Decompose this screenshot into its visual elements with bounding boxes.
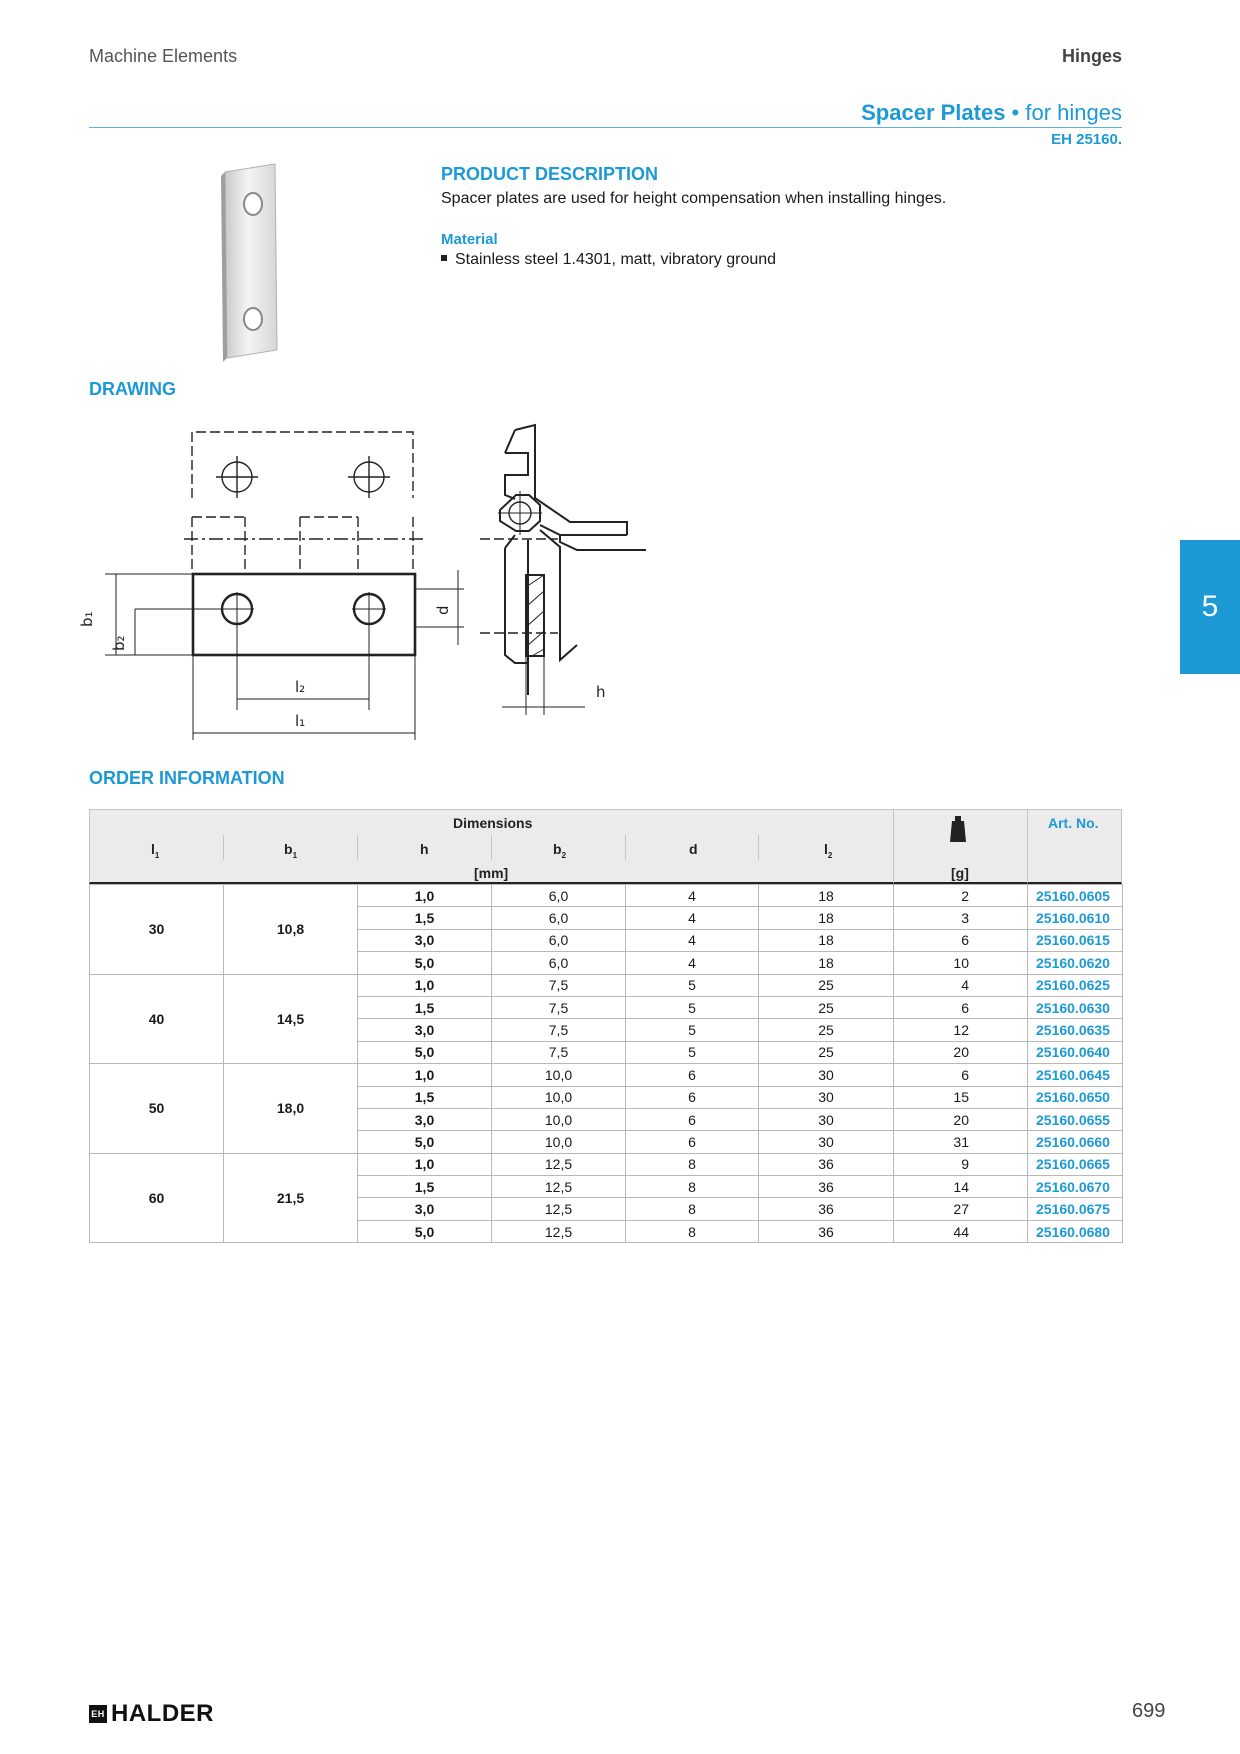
order-heading: ORDER INFORMATION	[89, 768, 285, 788]
article-number-link[interactable]: 25160.0640	[1028, 1041, 1123, 1063]
title-sub: for hinges	[1025, 100, 1122, 125]
cell-b1: 21,5	[224, 1153, 358, 1243]
cell-g: 6	[894, 1064, 1028, 1086]
technical-drawing	[80, 415, 680, 755]
cell-d: 8	[626, 1153, 759, 1175]
material-text: Stainless steel 1.4301, matt, vibratory ground	[455, 251, 777, 268]
cell-h: 1,0	[358, 885, 492, 907]
cell-b2: 12,5	[492, 1176, 626, 1198]
unit-mm: [mm]	[474, 865, 509, 881]
header-category: Hinges	[1061, 46, 1122, 66]
cell-b2: 12,5	[492, 1220, 626, 1242]
article-number-link[interactable]: 25160.0630	[1028, 996, 1123, 1018]
cell-b1: 10,8	[224, 885, 358, 975]
product-photo	[215, 160, 290, 365]
art-no-header: Art. No.	[1048, 815, 1099, 831]
cell-h: 1,5	[358, 996, 492, 1018]
cell-l2: 36	[759, 1220, 894, 1242]
cell-h: 1,5	[358, 907, 492, 929]
cell-l1: 40	[90, 974, 224, 1064]
table-row	[90, 974, 1123, 996]
cell-g: 44	[894, 1220, 1028, 1242]
cell-l2: 30	[759, 1086, 894, 1108]
cell-b2: 6,0	[492, 907, 626, 929]
article-number-link[interactable]: 25160.0615	[1028, 929, 1123, 951]
col-b1: $b_1$	[284, 841, 298, 860]
cell-l2: 36	[759, 1198, 894, 1220]
product-code: EH 25160.	[1051, 131, 1122, 148]
cell-g: 20	[894, 1108, 1028, 1130]
cell-g: 10	[894, 952, 1028, 974]
cell-b2: 10,0	[492, 1131, 626, 1153]
material-label: Material	[441, 231, 498, 248]
cell-d: 6	[626, 1086, 759, 1108]
label-b2: b₂	[110, 635, 128, 651]
cell-l2: 36	[759, 1153, 894, 1175]
cell-h: 3,0	[358, 1019, 492, 1041]
cell-b2: 7,5	[492, 1041, 626, 1063]
cell-d: 8	[626, 1176, 759, 1198]
article-number-link[interactable]: 25160.0620	[1028, 952, 1123, 974]
label-b1: b₁	[78, 611, 96, 627]
cell-b2: 10,0	[492, 1086, 626, 1108]
drawing-heading: DRAWING	[89, 379, 176, 399]
article-number-link[interactable]: 25160.0625	[1028, 974, 1123, 996]
label-l1: l₁	[295, 712, 306, 730]
cell-d: 6	[626, 1064, 759, 1086]
cell-g: 27	[894, 1198, 1028, 1220]
col-b2: $b_2$	[553, 841, 567, 860]
col-h: h	[420, 841, 429, 857]
cell-l2: 25	[759, 996, 894, 1018]
cell-b1: 14,5	[224, 974, 358, 1064]
article-number-link[interactable]: 25160.0650	[1028, 1086, 1123, 1108]
cell-b2: 12,5	[492, 1153, 626, 1175]
page-number: 699	[1132, 1700, 1166, 1722]
cell-l2: 30	[759, 1108, 894, 1130]
cell-g: 9	[894, 1153, 1028, 1175]
cell-b2: 6,0	[492, 952, 626, 974]
article-number-link[interactable]: 25160.0655	[1028, 1108, 1123, 1130]
cell-b1: 18,0	[224, 1064, 358, 1154]
article-number-link[interactable]: 25160.0635	[1028, 1019, 1123, 1041]
description-text: Spacer plates are used for height compensation when installing hinges.	[441, 190, 947, 207]
cell-d: 4	[626, 907, 759, 929]
cell-g: 31	[894, 1131, 1028, 1153]
cell-h: 5,0	[358, 1041, 492, 1063]
cell-d: 4	[626, 929, 759, 951]
cell-g: 3	[894, 907, 1028, 929]
unit-g: [g]	[951, 865, 969, 881]
cell-b2: 10,0	[492, 1108, 626, 1130]
description-heading: PRODUCT DESCRIPTION	[441, 164, 659, 184]
cell-l2: 25	[759, 974, 894, 996]
cell-d: 5	[626, 1019, 759, 1041]
bullet-icon	[441, 255, 447, 261]
cell-g: 6	[894, 996, 1028, 1018]
cell-g: 4	[894, 974, 1028, 996]
page-title	[861, 100, 1122, 126]
cell-h: 3,0	[358, 929, 492, 951]
article-number-link[interactable]: 25160.0670	[1028, 1176, 1123, 1198]
cell-d: 5	[626, 1041, 759, 1063]
weight-icon	[949, 816, 967, 842]
article-number-link[interactable]: 25160.0660	[1028, 1131, 1123, 1153]
title-sep: •	[1005, 100, 1026, 125]
label-h: h	[596, 683, 606, 701]
dimensions-header: Dimensions	[453, 815, 533, 831]
cell-d: 4	[626, 952, 759, 974]
article-number-link[interactable]: 25160.0665	[1028, 1153, 1123, 1175]
cell-l2: 30	[759, 1131, 894, 1153]
article-number-link[interactable]: 25160.0610	[1028, 907, 1123, 929]
cell-h: 1,5	[358, 1086, 492, 1108]
order-table	[89, 884, 1123, 1243]
cell-l2: 36	[759, 1176, 894, 1198]
cell-l2: 18	[759, 952, 894, 974]
cell-h: 3,0	[358, 1198, 492, 1220]
cell-b2: 12,5	[492, 1198, 626, 1220]
cell-d: 8	[626, 1198, 759, 1220]
article-number-link[interactable]: 25160.0605	[1028, 885, 1123, 907]
chapter-tab: 5	[1180, 540, 1240, 674]
cell-b2: 6,0	[492, 929, 626, 951]
cell-g: 6	[894, 929, 1028, 951]
cell-h: 1,0	[358, 1064, 492, 1086]
col-l1: $l_1$	[151, 841, 160, 860]
material-item	[441, 251, 776, 269]
col-d: d	[689, 841, 698, 857]
cell-h: 1,0	[358, 1153, 492, 1175]
cell-h: 5,0	[358, 1131, 492, 1153]
cell-l1: 60	[90, 1153, 224, 1243]
table-header	[89, 809, 1122, 884]
cell-d: 5	[626, 974, 759, 996]
label-d: d	[434, 605, 452, 615]
cell-l2: 30	[759, 1064, 894, 1086]
cell-l1: 50	[90, 1064, 224, 1154]
cell-l2: 18	[759, 885, 894, 907]
table-row	[90, 885, 1123, 907]
halder-logo-icon: EH	[89, 1705, 107, 1723]
header-section: Machine Elements	[89, 46, 238, 66]
title-rule	[89, 127, 1122, 128]
cell-l2: 18	[759, 929, 894, 951]
cell-h: 1,0	[358, 974, 492, 996]
cell-g: 14	[894, 1176, 1028, 1198]
cell-d: 6	[626, 1108, 759, 1130]
cell-b2: 6,0	[492, 885, 626, 907]
cell-b2: 7,5	[492, 974, 626, 996]
cell-h: 5,0	[358, 1220, 492, 1242]
table-row	[90, 1064, 1123, 1086]
article-number-link[interactable]: 25160.0680	[1028, 1220, 1123, 1242]
cell-d: 4	[626, 885, 759, 907]
cell-h: 5,0	[358, 952, 492, 974]
cell-g: 2	[894, 885, 1028, 907]
label-l2: l₂	[295, 678, 306, 696]
article-number-link[interactable]: 25160.0645	[1028, 1064, 1123, 1086]
article-number-link[interactable]: 25160.0675	[1028, 1198, 1123, 1220]
cell-d: 5	[626, 996, 759, 1018]
cell-l2: 25	[759, 1041, 894, 1063]
cell-h: 3,0	[358, 1108, 492, 1130]
cell-h: 1,5	[358, 1176, 492, 1198]
cell-g: 15	[894, 1086, 1028, 1108]
cell-l2: 25	[759, 1019, 894, 1041]
cell-d: 6	[626, 1131, 759, 1153]
cell-l1: 30	[90, 885, 224, 975]
cell-d: 8	[626, 1220, 759, 1242]
cell-g: 20	[894, 1041, 1028, 1063]
cell-g: 12	[894, 1019, 1028, 1041]
col-l2: $l_2$	[824, 841, 833, 860]
cell-b2: 10,0	[492, 1064, 626, 1086]
title-main: Spacer Plates	[861, 100, 1006, 125]
halder-logo: EH HALDER	[89, 1700, 214, 1728]
table-row	[90, 1153, 1123, 1175]
cell-b2: 7,5	[492, 996, 626, 1018]
cell-l2: 18	[759, 907, 894, 929]
cell-b2: 7,5	[492, 1019, 626, 1041]
